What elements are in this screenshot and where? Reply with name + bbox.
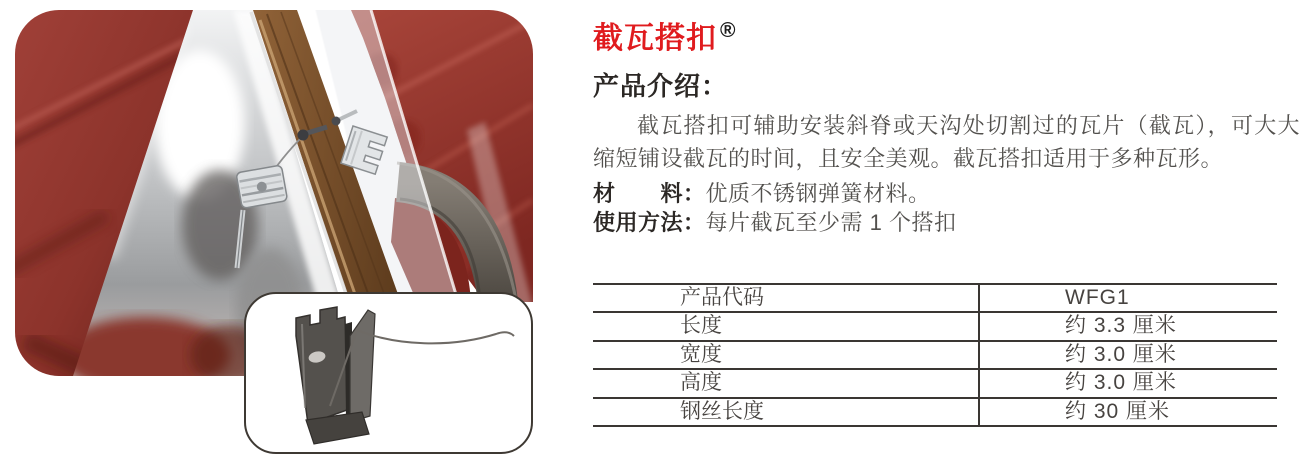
material-value: 优质不锈钢弹簧材料。 bbox=[705, 181, 931, 206]
spec-value-cell: 约 3.0 厘米 bbox=[1065, 342, 1177, 366]
table-row bbox=[593, 370, 1277, 398]
spec-label-cell: 长度 bbox=[593, 313, 980, 339]
usage-label: 使用方法： bbox=[593, 210, 706, 235]
usage-line bbox=[593, 210, 956, 236]
clip-closeup-inset bbox=[244, 292, 533, 454]
spec-value-cell: WFG1 bbox=[1065, 286, 1130, 309]
usage-value: 每片截瓦至少需 1 个搭扣 bbox=[705, 210, 957, 235]
spec-label-cell: 钢丝长度 bbox=[593, 399, 980, 425]
product-clip bbox=[296, 307, 375, 444]
spec-value-cell: 约 3.0 厘米 bbox=[1065, 371, 1177, 395]
table-row bbox=[593, 399, 1277, 427]
spec-label-cell: 产品代码 bbox=[593, 285, 980, 311]
registered-trademark-symbol: ® bbox=[720, 19, 737, 42]
table-row bbox=[593, 342, 1277, 370]
product-title bbox=[593, 13, 737, 57]
tile-clip-left bbox=[236, 165, 288, 208]
spec-value-cell: 约 30 厘米 bbox=[1065, 399, 1171, 423]
table-row bbox=[593, 313, 1277, 341]
spec-table bbox=[593, 283, 1277, 427]
material-label: 材 料： bbox=[593, 181, 706, 206]
spec-label-cell: 高度 bbox=[593, 370, 980, 396]
product-title-text: 截瓦搭扣 bbox=[593, 22, 717, 55]
spec-label-cell: 宽度 bbox=[593, 342, 980, 368]
product-description: 截瓦搭扣可辅助安装斜脊或天沟处切割过的瓦片（截瓦），可大大缩短铺设截瓦的时间，且安全美观。截瓦搭扣适用于多种瓦形。 bbox=[593, 113, 1300, 171]
spec-value-cell: 约 3.3 厘米 bbox=[1065, 314, 1177, 338]
table-row bbox=[593, 285, 1277, 313]
clip-closeup-graphic bbox=[246, 294, 531, 452]
intro-heading: 产品介绍： bbox=[593, 71, 729, 101]
material-line bbox=[593, 181, 931, 207]
